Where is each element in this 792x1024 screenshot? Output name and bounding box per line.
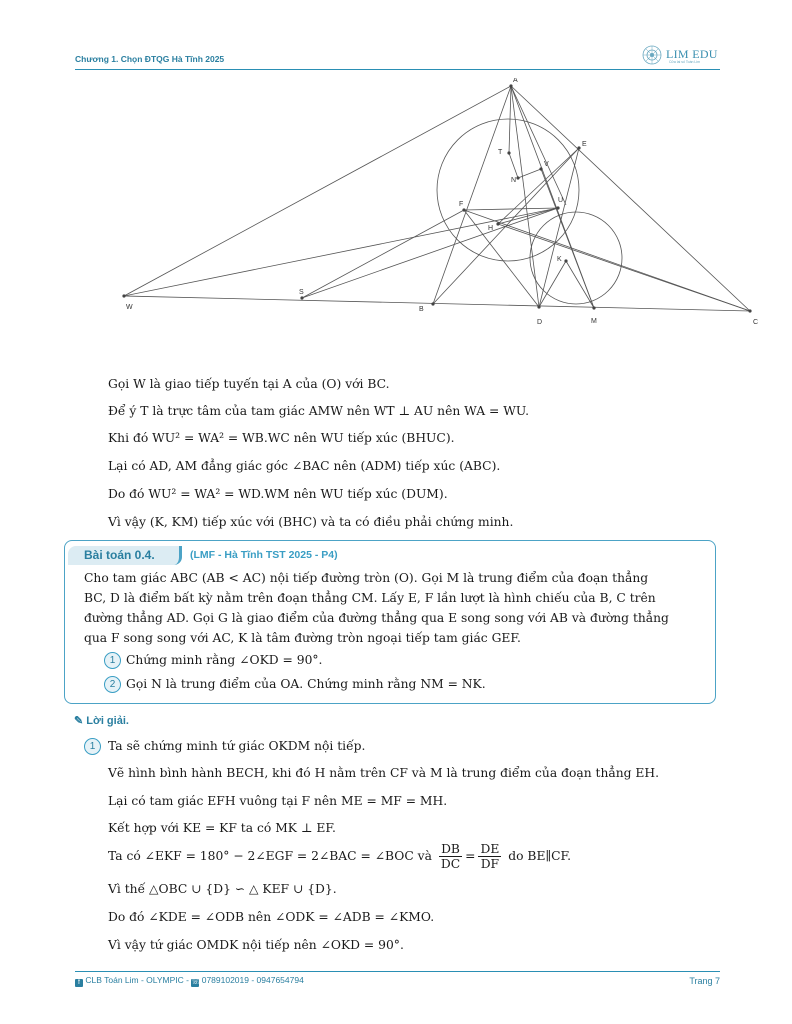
lotus-logo-icon bbox=[640, 44, 664, 66]
point-label-c: C bbox=[753, 319, 759, 326]
solution-part-badge: 1 bbox=[84, 738, 101, 755]
point-label-m: M bbox=[591, 318, 597, 325]
solution-line: Kết hợp với KE = KF ta có MK ⊥ EF. bbox=[108, 821, 336, 835]
intro-line: Để ý T là trực tâm của tam giác AMW nên WT ⊥ AU nên WA = WU. bbox=[108, 404, 529, 418]
solution-ratio-line: Ta có ∠EKF = 180° − 2∠EGF = 2∠BAC = ∠BOC và $\frac{DB}{DC}$ = $\frac{DE}{DF}$ do BE∥CF. bbox=[108, 842, 572, 871]
point-label-n: N bbox=[511, 177, 517, 184]
point-label-h: H bbox=[488, 225, 494, 232]
solution-line: Do đó ∠KDE = ∠ODB nên ∠ODK = ∠ADB = ∠KMO. bbox=[108, 910, 435, 924]
page-footer bbox=[75, 971, 720, 993]
solution-line: Ta sẽ chứng minh tứ giác OKDM nội tiếp. bbox=[108, 739, 366, 753]
problem-statement-line: đường thẳng AD. Gọi G là giao điểm của đường thẳng qua E song song với AB và đường thẳng bbox=[84, 611, 669, 625]
footer-rule bbox=[75, 971, 720, 972]
intro-line: Gọi W là giao tiếp tuyến tại A của (O) với BC. bbox=[108, 377, 390, 391]
point-label-v: V bbox=[544, 161, 549, 168]
intro-line: Vì vậy (K, KM) tiếp xúc với (BHC) và ta có điều phải chứng minh. bbox=[108, 515, 514, 529]
phone-icon: ☏ bbox=[191, 979, 201, 986]
point-label-f: F bbox=[459, 201, 464, 208]
point-label-s: S bbox=[299, 289, 304, 296]
point-label-w: W bbox=[126, 304, 133, 311]
fraction-de-df: $\frac{DE}{DF}$ bbox=[480, 842, 500, 871]
solution-line: Vì thế △OBC ∪ {D} ∽ △ KEF ∪ {D}. bbox=[108, 882, 337, 896]
logo-text: LIM EDU bbox=[666, 47, 718, 61]
facebook-icon: f bbox=[75, 979, 83, 987]
chapter-title: Chương 1. Chọn ĐTQG Hà Tĩnh 2025 bbox=[75, 54, 225, 64]
point-label-t: T bbox=[498, 149, 503, 156]
point-label-u: U bbox=[558, 197, 564, 204]
item-number-badge: 2 bbox=[104, 676, 121, 693]
problem-source: (LMF - Hà Tĩnh TST 2025 - P4) bbox=[190, 549, 338, 561]
point-label-b: B bbox=[419, 306, 424, 313]
lim-edu-logo bbox=[640, 44, 720, 66]
intro-line: Lại có AD, AM đẳng giác góc ∠BAC nên (ADM) tiếp xúc (ABC). bbox=[108, 459, 501, 473]
logo-subtitle: Cửa lai số Toán Lim bbox=[669, 60, 701, 64]
solution-line: Lại có tam giác EFH vuông tại F nên ME = MF = MH. bbox=[108, 794, 448, 808]
header-rule bbox=[75, 69, 720, 70]
problem-item-1: Chứng minh rằng ∠OKD = 90°. bbox=[126, 653, 323, 667]
problem-tab: Bài toán 0.4. bbox=[68, 546, 182, 565]
footer-contact: f CLB Toán Lim - OLYMPIC - ☏ 0789102019 - 0947654794 bbox=[75, 975, 304, 987]
problem-statement-line: qua F song song với AC, K là tâm đường tròn ngoại tiếp tam giác GEF. bbox=[84, 631, 521, 645]
fraction-db-dc: $\frac{DB}{DC}$ bbox=[440, 842, 461, 871]
solution-heading: ✎ Lời giải. bbox=[74, 715, 129, 727]
point-label-a: A bbox=[513, 78, 518, 84]
problem-statement-line: Cho tam giác ABC (AB < AC) nội tiếp đường tròn (O). Gọi M là trung điểm của đoạn thẳng bbox=[84, 571, 649, 585]
intro-line: Khi đó WU² = WA² = WB.WC nên WU tiếp xúc (BHUC). bbox=[108, 431, 455, 445]
problem-statement-line: BC, D là điểm bất kỳ nằm trên đoạn thẳng CM. Lấy E, F lần lượt là hình chiếu của B, C trên bbox=[84, 591, 656, 605]
page-number: Trang 7 bbox=[689, 976, 720, 986]
solution-line: Vì vậy tứ giác OMDK nội tiếp nên ∠OKD = 90°. bbox=[108, 938, 404, 952]
solution-line: Vẽ hình bình hành BECH, khi đó H nằm trên CF và M là trung điểm của đoạn thẳng EH. bbox=[108, 766, 660, 780]
geometry-figure bbox=[108, 78, 792, 340]
geometry-diagram bbox=[108, 78, 792, 340]
pencil-icon: ✎ bbox=[74, 715, 84, 727]
point-label-e: E bbox=[582, 141, 587, 148]
point-label-d: D bbox=[537, 319, 543, 326]
intro-line: Do đó WU² = WA² = WD.WM nên WU tiếp xúc (DUM). bbox=[108, 487, 448, 501]
point-label-k: K bbox=[557, 256, 562, 263]
page-header bbox=[75, 47, 720, 72]
item-number-badge: 1 bbox=[104, 652, 121, 669]
problem-item-2: Gọi N là trung điểm của OA. Chứng minh rằng NM = NK. bbox=[126, 677, 486, 691]
